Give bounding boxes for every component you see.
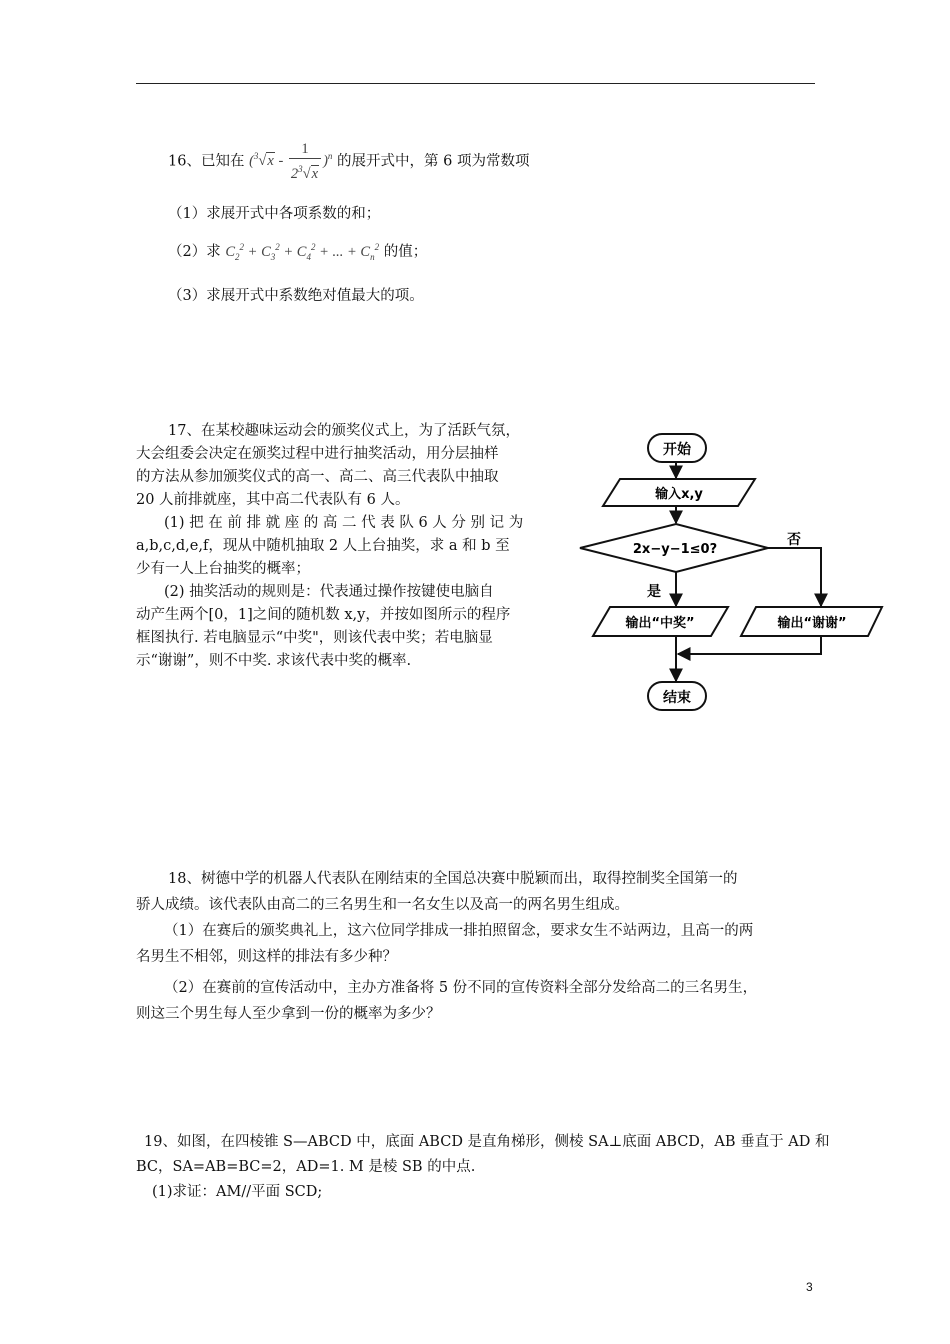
input-label: 输入x,y bbox=[655, 487, 703, 502]
output-thanks-label: 输出“谢谢” bbox=[777, 616, 847, 631]
q16-intro-before: 16、已知在 bbox=[168, 153, 245, 170]
q16-combination-sum: $C_2^2 + C_3^2 + C_4^2$ + ... + $C_n^2$ bbox=[225, 242, 380, 262]
q18-line: （2）在赛前的宣传活动中，主办方准备将 5 份不同的宣传资料全部分发给高二的三名男生， bbox=[164, 980, 758, 996]
q17-line: 少有一人上台抽奖的概率； bbox=[136, 561, 310, 577]
q16-part1: （1）求展开式中各项系数的和； bbox=[168, 206, 381, 222]
q16-binomial-formula: ($^3$√x - $\frac{1}{2^3√x}$ )$^n$ bbox=[249, 141, 333, 182]
header-rule bbox=[136, 83, 815, 84]
q19-line: (1)求证：AM//平面 SCD; bbox=[152, 1184, 323, 1200]
output-win-label: 输出“中奖” bbox=[625, 616, 695, 631]
q17-line: 的方法从参加颁奖仪式的高一、高二、高三代表队中抽取 bbox=[136, 469, 499, 485]
q18-line: 骄人成绩。该代表队由高二的三名男生和一名女生以及高一的两名男生组成。 bbox=[136, 897, 629, 913]
condition-label: 2x−y−1≤0? bbox=[632, 542, 718, 557]
q19-line: BC，SA=AB=BC=2，AD=1. M 是棱 SB 的中点. bbox=[136, 1159, 476, 1175]
q18-text bbox=[136, 866, 836, 1027]
q19-line: 19、如图，在四棱锥 S—ABCD 中，底面 ABCD 是直角梯形，侧棱 SA⊥底面 ABCD，AB 垂直于 AD 和 bbox=[144, 1134, 830, 1150]
q18-line: 名男生不相邻，则这样的排法有多少种？ bbox=[136, 949, 397, 965]
q18-line: 则这三个男生每人至少拿到一份的概率为多少？ bbox=[136, 1006, 441, 1022]
q17-line: 示“谢谢”，则不中奖. 求该代表中奖的概率. bbox=[136, 653, 412, 669]
q17-line: 大会组委会决定在颁奖过程中进行抽奖活动，用分层抽样 bbox=[136, 446, 499, 462]
end-label: 结束 bbox=[663, 690, 691, 706]
yes-label: 是 bbox=[647, 584, 661, 600]
q17-line: a,b,c,d,e,f，现从中随机抽取 2 人上台抽奖，求 a 和 b 至 bbox=[136, 538, 510, 554]
q19-text bbox=[136, 1130, 836, 1205]
q18-line: （1）在赛后的颁奖典礼上，这六位同学排成一排拍照留念，要求女生不站两边，且高一的两 bbox=[164, 923, 754, 939]
q17-line: 17、在某校趣味运动会的颁奖仪式上，为了活跃气氛， bbox=[168, 423, 520, 439]
lottery-flowchart bbox=[578, 424, 898, 724]
no-label: 否 bbox=[787, 532, 801, 548]
q17-line: (2) 抽奖活动的规则是：代表通过操作按键使电脑自 bbox=[164, 584, 494, 600]
q17-text bbox=[136, 420, 566, 673]
q18-line: 18、树德中学的机器人代表队在刚结束的全国总决赛中脱颖而出，取得控制奖全国第一的 bbox=[168, 871, 738, 887]
q17-line: (1) 把 在 前 排 就 座 的 高 二 代 表 队 6 人 分 别 记 为 bbox=[164, 515, 524, 531]
page-number: 3 bbox=[806, 1280, 813, 1294]
q16-part2: （2）求 $C_2^2 + C_3^2 + C_4^2$ + ... + $C_n^2$ 的值； bbox=[168, 242, 428, 262]
q17-line: 动产生两个[0，1]之间的随机数 x,y，并按如图所示的程序 bbox=[136, 607, 511, 623]
q17-line: 框图执行. 若电脑显示“中奖"，则该代表中奖；若电脑显 bbox=[136, 630, 493, 646]
q16-part3: （3）求展开式中系数绝对值最大的项。 bbox=[168, 288, 424, 304]
start-label: 开始 bbox=[663, 442, 691, 458]
q16-intro bbox=[168, 140, 529, 184]
q17-line: 20 人前排就座，其中高二代表队有 6 人。 bbox=[136, 492, 410, 508]
q16-intro-after: 的展开式中，第 6 项为常数项 bbox=[337, 153, 530, 170]
